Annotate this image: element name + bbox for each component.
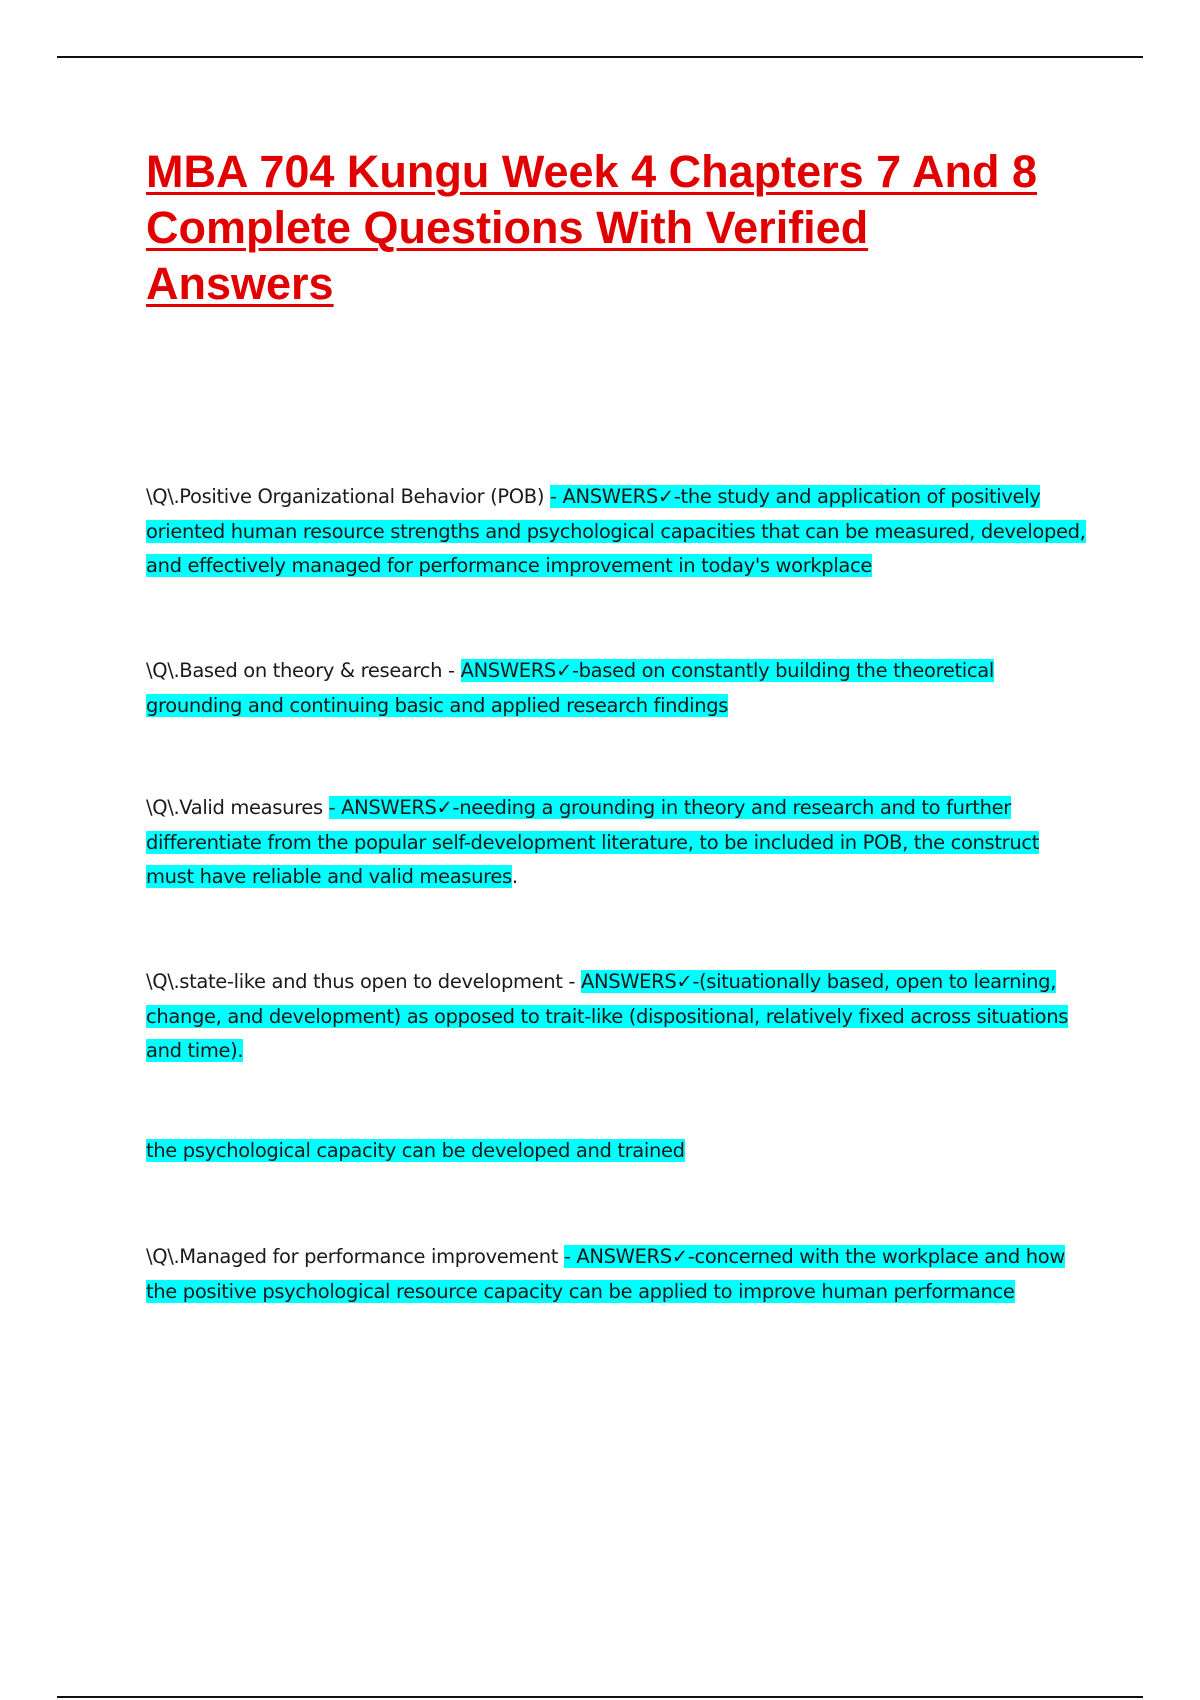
question-text: \Q\.Based on theory & research - — [146, 659, 461, 682]
top-rule — [57, 56, 1143, 58]
trailing-period: . — [511, 865, 518, 888]
qa-item-pob — [146, 480, 1091, 584]
answer-text: - ANSWERS✓-concerned with the workplace and how the positive psychological resource capacity can be applied to improve human performance — [146, 1245, 1065, 1303]
qa-item-theory-research — [146, 654, 1091, 723]
answer-text: the psychological capacity can be developed and trained — [146, 1139, 685, 1162]
question-text: \Q\.Managed for performance improvement — [146, 1245, 564, 1268]
question-text: \Q\.Valid measures — [146, 796, 329, 819]
qa-item-performance-improvement — [146, 1240, 1091, 1309]
question-text: \Q\.state-like and thus open to development - — [146, 970, 581, 993]
question-text: \Q\.Positive Organizational Behavior (POB) — [146, 485, 550, 508]
bottom-rule — [57, 1696, 1143, 1698]
qa-item-state-like — [146, 965, 1091, 1069]
qa-item-valid-measures — [146, 791, 1091, 895]
answer-text: - ANSWERS✓-the study and application of positively oriented human resource strengths and psychological capacities that can be measured, developed, and effectively managed for performance improvement in today's workplace — [146, 485, 1086, 577]
document-title: MBA 704 Kungu Week 4 Chapters 7 And 8 Complete Questions With Verified Answers — [146, 146, 1038, 309]
answer-continuation — [146, 1134, 1091, 1169]
answer-text: ANSWERS✓-based on constantly building the theoretical grounding and continuing basic and applied research findings — [146, 659, 994, 717]
answer-text: ANSWERS✓-(situationally based, open to learning, change, and development) as opposed to trait-like (dispositional, relatively fixed across situations and time). — [146, 970, 1069, 1062]
answer-text: - ANSWERS✓-needing a grounding in theory and research and to further differentiate from the popular self-development literature, to be included in POB, the construct must have reliable and valid measures — [146, 796, 1039, 888]
